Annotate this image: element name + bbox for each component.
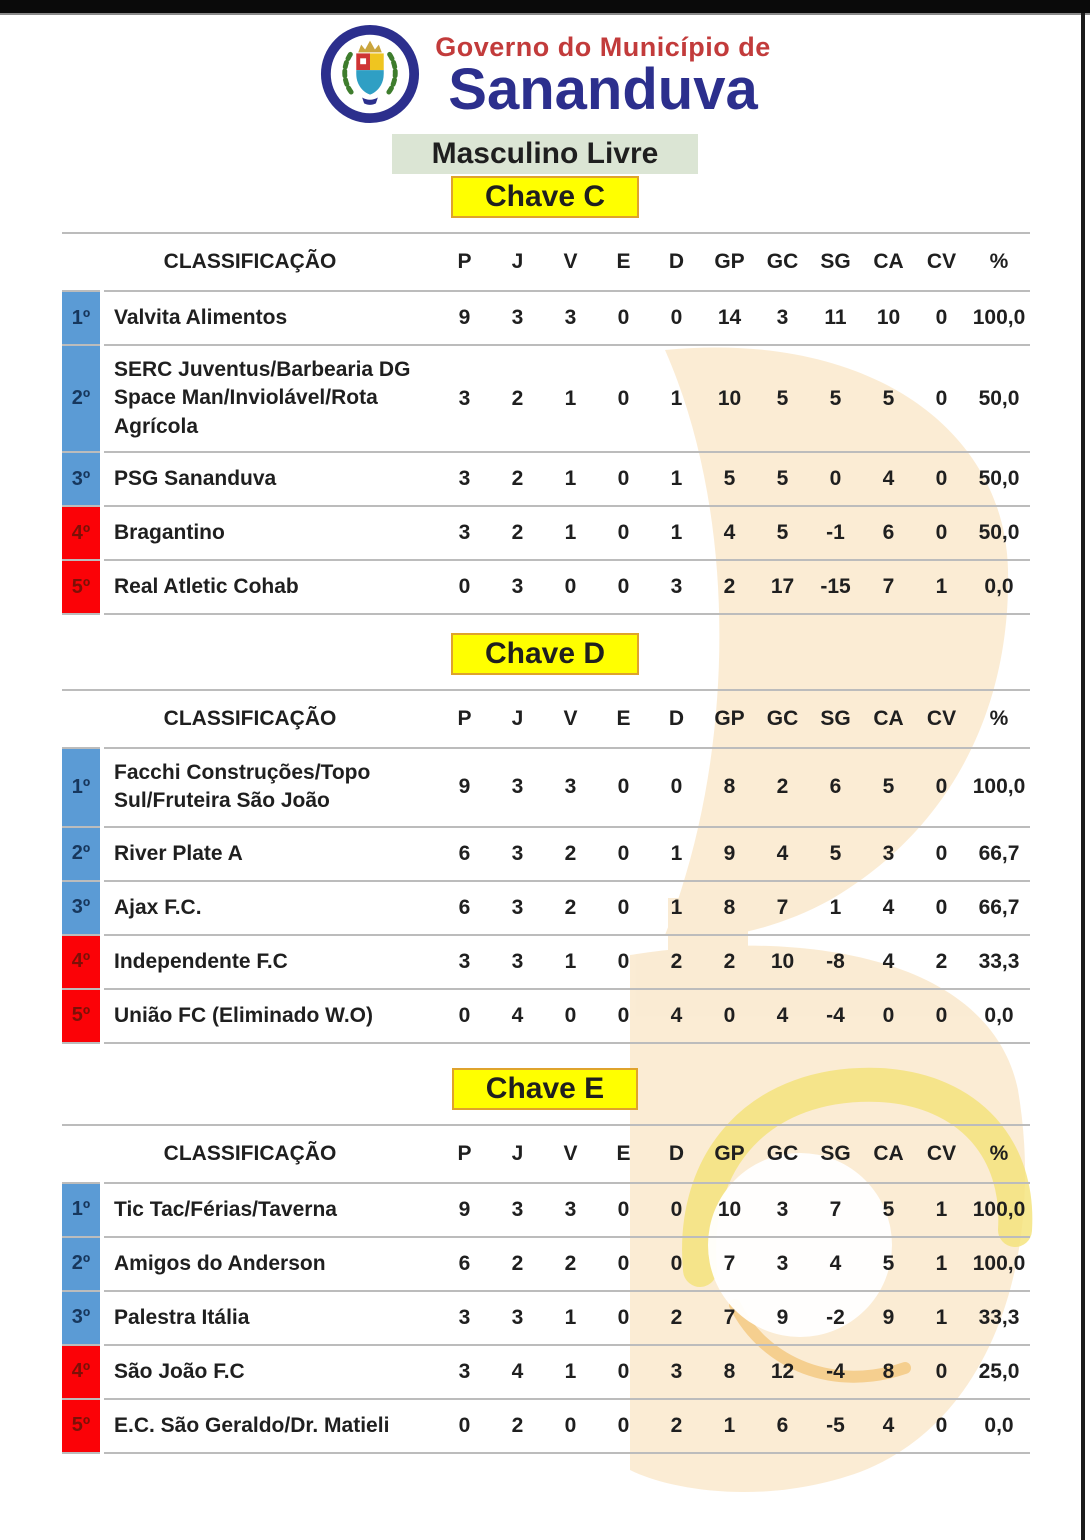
stat-value: 3	[458, 949, 471, 973]
stat-value: 0	[564, 575, 577, 599]
stat-value: 7	[829, 1197, 842, 1221]
stat-value: 5	[776, 521, 789, 545]
stat-value: 3	[670, 575, 683, 599]
team-name: São João F.C	[114, 1359, 245, 1383]
stat-value: 9	[458, 1197, 471, 1221]
column-header: D	[668, 250, 685, 273]
stat-value: 0	[617, 1251, 630, 1275]
group-section-chave-c	[0, 176, 1090, 615]
stat-value: 1	[670, 386, 683, 410]
column-header: %	[989, 250, 1009, 273]
column-header: CLASSIFICAÇÃO	[163, 1141, 337, 1165]
stat-value: 3	[511, 1305, 524, 1329]
stat-value: 5	[723, 467, 736, 491]
stat-value: 3	[511, 1197, 524, 1221]
stat-value: 3	[882, 841, 895, 865]
column-header: SG	[820, 1141, 851, 1165]
column-header: GC	[766, 250, 799, 273]
stat-value: 33,3	[978, 949, 1020, 973]
stat-value: 0	[617, 841, 630, 865]
stat-value: 100,0	[972, 775, 1026, 799]
stat-value: 1	[564, 1305, 577, 1329]
column-header: J	[511, 707, 524, 731]
stat-value: 2	[511, 386, 524, 410]
position-badge: 4º	[62, 506, 102, 560]
group-section-chave-d	[0, 633, 1090, 1044]
stat-value: 4	[776, 1003, 789, 1027]
stat-value: 0,0	[984, 1003, 1014, 1027]
stat-value: 0	[617, 1359, 630, 1383]
category-banner: Masculino Livre	[392, 134, 699, 174]
stat-value: 0	[617, 895, 630, 919]
stat-value: 1	[670, 467, 683, 491]
column-header: GP	[714, 1141, 745, 1165]
team-name: River Plate A	[114, 841, 243, 865]
column-header: P	[457, 707, 472, 731]
team-name: Amigos do Anderson	[114, 1251, 326, 1275]
position-badge: 5º	[62, 989, 102, 1043]
stat-value: 0	[458, 1003, 471, 1027]
stat-value: 0	[935, 895, 948, 919]
column-header: P	[457, 1141, 472, 1165]
table-row	[62, 935, 1030, 989]
stat-value: 0	[617, 1197, 630, 1221]
team-name: Palestra Itália	[114, 1305, 250, 1329]
group-banner-chave-e: Chave E	[452, 1068, 638, 1110]
stat-value: 3	[564, 306, 577, 329]
stat-value: 4	[511, 1359, 524, 1383]
position-badge: 3º	[62, 881, 102, 935]
stat-value: 66,7	[978, 895, 1020, 919]
stat-value: 7	[723, 1305, 736, 1329]
stat-value: 9	[458, 306, 471, 329]
stat-value: 6	[829, 775, 842, 799]
table-row	[62, 291, 1030, 345]
column-header: V	[563, 1141, 578, 1165]
stat-value: 10	[770, 949, 795, 973]
stat-value: 0	[617, 1305, 630, 1329]
stat-value: 1	[564, 1359, 577, 1383]
stat-value: 12	[770, 1359, 795, 1383]
stat-value: -8	[826, 949, 845, 973]
table-row	[62, 345, 1030, 452]
stat-value: 7	[776, 895, 789, 919]
stat-value: 3	[670, 1359, 683, 1383]
stat-value: 0	[670, 775, 683, 799]
stat-value: 0	[935, 841, 948, 865]
stat-value: 1	[935, 1305, 948, 1329]
stat-value: 50,0	[978, 386, 1020, 410]
table-row	[62, 1291, 1030, 1345]
stat-value: 3	[776, 1251, 789, 1275]
stat-value: 2	[670, 1413, 683, 1437]
column-header: E	[616, 707, 631, 731]
stat-value: 0	[723, 1003, 736, 1027]
column-header: E	[616, 1141, 631, 1165]
stat-value: 6	[882, 521, 895, 545]
team-name: Valvita Alimentos	[114, 305, 288, 329]
column-header: V	[563, 250, 578, 273]
stat-value: 0,0	[984, 575, 1014, 599]
stat-value: 1	[723, 1413, 736, 1437]
stat-value: 5	[882, 1197, 895, 1221]
stat-value: 0	[617, 467, 630, 491]
stat-value: 0	[935, 386, 948, 410]
city-name: Sananduva	[448, 56, 758, 122]
stat-value: 2	[776, 775, 789, 799]
column-header: J	[511, 1141, 524, 1165]
stat-value: 0	[935, 1413, 948, 1437]
stat-value: 9	[723, 841, 736, 865]
team-name: União FC (Eliminado W.O)	[114, 1003, 373, 1027]
table-row	[62, 506, 1030, 560]
stat-value: 1	[935, 1251, 948, 1275]
stat-value: 5	[882, 386, 895, 410]
stat-value: 3	[511, 841, 524, 865]
stat-value: 1	[564, 949, 577, 973]
header-row	[62, 690, 1030, 748]
stat-value: 2	[511, 467, 524, 491]
stat-value: 3	[458, 1359, 471, 1383]
stat-value: 8	[723, 1359, 736, 1383]
stat-value: 2	[564, 841, 577, 865]
stat-value: 11	[824, 306, 847, 329]
stat-value: 9	[776, 1305, 789, 1329]
column-header: %	[989, 1141, 1009, 1165]
brand-text	[435, 31, 771, 122]
column-header: GP	[714, 707, 745, 731]
team-name: Tic Tac/Férias/Taverna	[114, 1197, 337, 1221]
stat-value: 1	[935, 1197, 948, 1221]
column-header: CLASSIFICAÇÃO	[163, 250, 337, 273]
stat-value: 6	[458, 1251, 471, 1275]
column-header: CV	[926, 707, 957, 731]
stat-value: 3	[458, 386, 471, 410]
stat-value: -4	[826, 1003, 845, 1027]
stat-value: 6	[458, 895, 471, 919]
stat-value: 100,0	[972, 1197, 1026, 1221]
group-section-chave-e	[0, 1068, 1090, 1454]
table-row	[62, 560, 1030, 614]
government-line: Governo do Município de	[435, 31, 771, 62]
stat-value: 3	[458, 521, 471, 545]
stat-value: 3	[511, 306, 524, 329]
stat-value: 3	[458, 1305, 471, 1329]
team-name: Bragantino	[114, 520, 225, 544]
position-badge: 2º	[62, 827, 102, 881]
stat-value: 66,7	[978, 841, 1020, 865]
column-header: D	[668, 707, 685, 731]
stat-value: 2	[723, 575, 736, 599]
stat-value: 0	[670, 1197, 683, 1221]
stat-value: 0	[458, 1413, 471, 1437]
table-row	[62, 1345, 1030, 1399]
column-header: CV	[926, 1141, 957, 1165]
position-badge: 4º	[62, 1345, 102, 1399]
stat-value: 3	[564, 1197, 577, 1221]
stat-value: 9	[458, 775, 471, 799]
stat-value: 0	[935, 1359, 948, 1383]
column-header: E	[616, 250, 631, 273]
stat-value: 0	[564, 1003, 577, 1027]
stat-value: 100,0	[972, 306, 1026, 329]
column-header: P	[457, 250, 472, 273]
stat-value: 2	[670, 1305, 683, 1329]
stat-value: 17	[770, 575, 795, 599]
group-banner-chave-c: Chave C	[451, 176, 639, 218]
team-name: E.C. São Geraldo/Dr. Matieli	[114, 1413, 390, 1437]
stat-value: 3	[458, 467, 471, 491]
stat-value: -2	[826, 1305, 845, 1329]
stat-value: 3	[511, 775, 524, 799]
column-header: V	[563, 707, 578, 731]
column-header: J	[511, 250, 524, 273]
stat-value: 4	[882, 467, 895, 491]
stat-value: 7	[723, 1251, 736, 1275]
stat-value: 4	[882, 895, 895, 919]
group-banner-chave-d: Chave D	[451, 633, 639, 675]
position-badge: 2º	[62, 345, 102, 452]
column-header: CV	[926, 250, 957, 273]
stat-value: 0	[935, 467, 948, 491]
stat-value: 0	[458, 575, 471, 599]
stat-value: 1	[670, 521, 683, 545]
stat-value: 1	[564, 521, 577, 545]
stat-value: 5	[829, 386, 842, 410]
stat-value: 10	[717, 1197, 742, 1221]
stat-value: 0	[670, 306, 683, 329]
column-header: GC	[766, 1141, 799, 1165]
stat-value: 1	[564, 386, 577, 410]
screen-right-edge	[1081, 13, 1085, 1540]
position-badge: 5º	[62, 560, 102, 614]
column-header: CLASSIFICAÇÃO	[163, 707, 337, 731]
stat-value: 2	[670, 949, 683, 973]
stat-value: 0,0	[984, 1413, 1014, 1437]
stat-value: 0	[617, 306, 630, 329]
stat-value: 9	[882, 1305, 895, 1329]
stat-value: 5	[882, 775, 895, 799]
stat-value: 0	[617, 775, 630, 799]
stat-value: 1	[670, 841, 683, 865]
stat-value: 33,3	[978, 1305, 1020, 1329]
column-header: CA	[873, 1141, 904, 1165]
stat-value: 2	[935, 949, 948, 973]
stat-value: 25,0	[978, 1359, 1020, 1383]
stat-value: 5	[829, 841, 842, 865]
table-row	[62, 881, 1030, 935]
column-header: GC	[766, 707, 799, 731]
stat-value: 4	[670, 1003, 683, 1027]
stat-value: 3	[776, 1197, 789, 1221]
column-header: D	[668, 1141, 685, 1165]
stat-value: 0	[617, 949, 630, 973]
stat-value: 3	[511, 895, 524, 919]
stat-value: 2	[564, 1251, 577, 1275]
table-row	[62, 1183, 1030, 1237]
stat-value: 0	[617, 386, 630, 410]
stat-value: -5	[826, 1413, 845, 1437]
stat-value: 10	[876, 306, 901, 329]
team-name: Ajax F.C.	[114, 895, 202, 919]
stat-value: 50,0	[978, 467, 1020, 491]
team-name: Independente F.C	[114, 949, 288, 973]
stat-value: 0	[935, 775, 948, 799]
position-badge: 3º	[62, 1291, 102, 1345]
table-row	[62, 1399, 1030, 1453]
stat-value: 2	[511, 1413, 524, 1437]
position-badge: 1º	[62, 748, 102, 827]
stat-value: -15	[820, 575, 851, 599]
stat-value: 0	[617, 1413, 630, 1437]
team-name: PSG Sananduva	[114, 466, 277, 490]
position-badge: 5º	[62, 1399, 102, 1453]
stat-value: 1	[935, 575, 948, 599]
table-row	[62, 1237, 1030, 1291]
table-row	[62, 452, 1030, 506]
header-row	[62, 1125, 1030, 1183]
stat-value: 3	[511, 949, 524, 973]
stat-value: 4	[776, 841, 789, 865]
stat-value: 4	[882, 949, 895, 973]
stat-value: 4	[829, 1251, 842, 1275]
column-header: GP	[714, 250, 745, 273]
column-header: CA	[873, 250, 904, 273]
standings-table-chave-e	[62, 1124, 1030, 1454]
stat-value: 6	[458, 841, 471, 865]
stat-value: 100,0	[972, 1251, 1026, 1275]
stat-value: 8	[723, 895, 736, 919]
stat-value: 1	[670, 895, 683, 919]
stat-value: 5	[776, 386, 789, 410]
screen-top-bar	[0, 0, 1090, 15]
stat-value: 14	[717, 306, 742, 329]
municipal-crest-icon	[319, 23, 421, 125]
stat-value: 2	[511, 521, 524, 545]
team-name: SERC Juventus/Barbearia DG Space Man/Inviolável/Rota Agrícola	[114, 358, 411, 438]
municipality-header	[0, 22, 1090, 126]
stat-value: 5	[882, 1251, 895, 1275]
stat-value: 4	[723, 521, 736, 545]
team-name: Facchi Construções/Topo Sul/Fruteira São João	[114, 761, 371, 813]
stat-value: 0	[829, 467, 842, 491]
header-row	[62, 233, 1030, 291]
table-row	[62, 827, 1030, 881]
stat-value: 8	[882, 1359, 895, 1383]
table-row	[62, 748, 1030, 827]
column-header: SG	[820, 707, 851, 731]
stat-value: 0	[564, 1413, 577, 1437]
stat-value: 2	[511, 1251, 524, 1275]
stat-value: 1	[564, 467, 577, 491]
stat-value: -4	[826, 1359, 845, 1383]
stat-value: 7	[882, 575, 895, 599]
stat-value: 0	[617, 521, 630, 545]
stat-value: 5	[776, 467, 789, 491]
stat-value: 10	[717, 386, 742, 410]
stat-value: 3	[776, 306, 789, 329]
stat-value: 2	[564, 895, 577, 919]
position-badge: 1º	[62, 1183, 102, 1237]
table-row	[62, 989, 1030, 1043]
position-badge: 4º	[62, 935, 102, 989]
position-badge: 2º	[62, 1237, 102, 1291]
stat-value: 0	[617, 575, 630, 599]
standings-table-chave-c	[62, 232, 1030, 615]
stat-value: 50,0	[978, 521, 1020, 545]
stat-value: 2	[723, 949, 736, 973]
stat-value: 0	[617, 1003, 630, 1027]
stat-value: 0	[882, 1003, 895, 1027]
stat-value: -1	[826, 521, 845, 545]
column-header: %	[989, 707, 1009, 731]
stat-value: 3	[564, 775, 577, 799]
stat-value: 0	[935, 306, 948, 329]
column-header: SG	[820, 250, 851, 273]
stat-value: 0	[935, 521, 948, 545]
position-badge: 1º	[62, 291, 102, 345]
stat-value: 8	[723, 775, 736, 799]
stat-value: 4	[882, 1413, 895, 1437]
stat-value: 1	[829, 895, 842, 919]
stat-value: 4	[511, 1003, 524, 1027]
team-name: Real Atletic Cohab	[114, 574, 299, 598]
stat-value: 6	[776, 1413, 789, 1437]
column-header: CA	[873, 707, 904, 731]
stat-value: 0	[935, 1003, 948, 1027]
stat-value: 0	[670, 1251, 683, 1275]
standings-table-chave-d	[62, 689, 1030, 1044]
stat-value: 3	[511, 575, 524, 599]
position-badge: 3º	[62, 452, 102, 506]
